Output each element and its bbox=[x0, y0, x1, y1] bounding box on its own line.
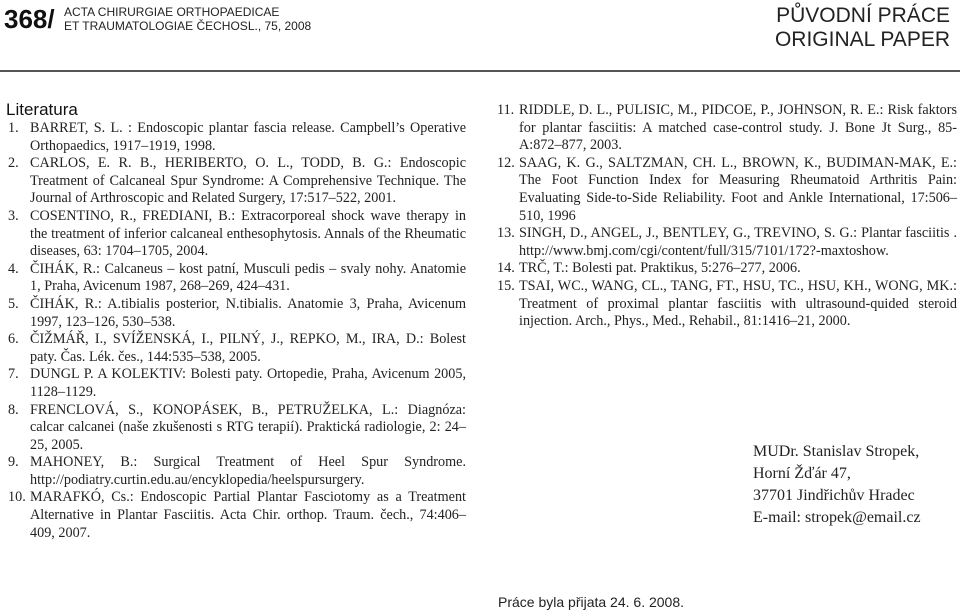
received-date: Práce byla přijata 24. 6. 2008. bbox=[498, 594, 685, 610]
reference-item bbox=[8, 402, 466, 455]
literature-heading: Literatura bbox=[6, 100, 78, 119]
reference-text: MAHONEY, B.: Surgical Treatment of Heel Spur Syndrome. http://podiatry.curtin.edu.au/encyklopedia/heelspursurgery. bbox=[30, 454, 466, 488]
reference-item bbox=[497, 155, 957, 225]
reference-number: 8. bbox=[8, 401, 19, 418]
reference-text: SINGH, D., ANGEL, J., BENTLEY, G., TREVINO, S. G.: Plantar fasciitis . http://www.bmj.com/cgi/content/full/315/7101/172?-maxtoshow. bbox=[519, 225, 957, 259]
reference-item bbox=[8, 208, 466, 261]
header-divider bbox=[0, 70, 960, 72]
reference-text: RIDDLE, D. L., PULISIC, M., PIDCOE, P., JOHNSON, R. E.: Risk faktors for plantar fasciitis: A matched case-control study. J. Bone Jt Surg., 85-A:872–877, 2003. bbox=[519, 102, 957, 154]
reference-item bbox=[8, 454, 466, 489]
reference-text: ČIHÁK, R.: Calcaneus – kost patní, Musculi pedis – svaly nohy. Anatomie 1, Praha, Avicenum 1987, 268–269, 424–431. bbox=[30, 260, 466, 295]
journal-title-line2: ET TRAUMATOLOGIAE ČECHOSL., 75, 2008 bbox=[64, 19, 312, 33]
page-number: 368/ bbox=[4, 4, 55, 34]
reference-number: 9. bbox=[8, 454, 19, 471]
reference-number: 13. bbox=[497, 225, 515, 242]
author-city: 37701 Jindřichův Hradec bbox=[753, 487, 915, 504]
reference-text: ČIHÁK, R.: A.tibialis posterior, N.tibialis. Anatomie 3, Praha, Avicenum 1997, 123–126, 530–538. bbox=[30, 295, 466, 330]
reference-item bbox=[8, 366, 466, 401]
reference-text: BARRET, S. L. : Endoscopic plantar fascia release. Campbell’s Operative Orthopaedics, 1917–1919, 1998. bbox=[30, 120, 466, 154]
reference-text: TSAI, WC., WANG, CL., TANG, FT., HSU, TC., HSU, KH., WONG, MK.: Treatment of proximal plantar fasciitis with ultrasound-quided steroid injection. Arch., Phys., Med., Rehabil., 81:1416–21, 2000. bbox=[519, 277, 957, 330]
reference-number: 2. bbox=[8, 155, 19, 172]
section-label-czech: PŮVODNÍ PRÁCE bbox=[776, 4, 950, 27]
reference-item bbox=[8, 296, 466, 331]
section-label-english: ORIGINAL PAPER bbox=[774, 28, 950, 51]
reference-item bbox=[497, 102, 957, 155]
author-name: MUDr. Stanislav Stropek, bbox=[753, 443, 920, 460]
reference-text: FRENCLOVÁ, S., KONOPÁSEK, B., PETRUŽELKA, L.: Diagnóza: calcar calcanei (naše zkušenosti s RTG terapií). Praktická radiologie, 2: 24–25, 2005. bbox=[30, 401, 466, 453]
journal-title bbox=[64, 5, 311, 33]
reference-text: COSENTINO, R., FREDIANI, B.: Extracorporeal shock wave therapy in the treatment of inferior calcaneal enthesophytosis. Annals of the Rheumatic diseases, 63: 1704–1705, 2004. bbox=[30, 207, 466, 260]
references-left-column bbox=[8, 120, 466, 542]
author-address bbox=[753, 441, 921, 529]
reference-number: 7. bbox=[8, 366, 19, 383]
reference-number: 15. bbox=[497, 277, 515, 294]
reference-text: SAAG, K. G., SALTZMAN, CH. L., BROWN, K., BUDIMAN-MAK, E.: The Foot Function Index for Measuring Rheumatoid Arthritis Pain: Evaluating Side-to-Side Reliability. Foot and Ankle International, 17:506–510, 1996 bbox=[519, 154, 957, 224]
reference-number: 11. bbox=[497, 102, 515, 118]
author-street: Horní Žďár 47, bbox=[753, 465, 851, 482]
page-header bbox=[0, 0, 960, 60]
reference-number: 6. bbox=[8, 331, 19, 348]
reference-text: TRČ, T.: Bolesti pat. Praktikus, 5:276–277, 2006. bbox=[519, 260, 801, 277]
references-right-column bbox=[497, 102, 957, 331]
reference-item bbox=[497, 225, 957, 260]
reference-item bbox=[497, 278, 957, 331]
reference-text: CARLOS, E. R. B., HERIBERTO, O. L., TODD, B. G.: Endoscopic Treatment of Calcaneal Spur Syndrome: A Comprehensive Technique. The Journal of Arthroscopic and Related Surgery, 17:517–522, 2001. bbox=[30, 155, 466, 207]
reference-number: 1. bbox=[8, 120, 19, 136]
reference-number: 3. bbox=[8, 207, 19, 224]
reference-number: 14. bbox=[497, 260, 515, 277]
reference-number: 10. bbox=[8, 489, 26, 506]
reference-item bbox=[8, 120, 466, 155]
reference-text: MARAFKÓ, Cs.: Endoscopic Partial Plantar Fasciotomy as a Treatment Alternative in Plantar Fasciitis. Acta Chir. orthop. Traum. čech., 74:406–409, 2007. bbox=[30, 489, 466, 541]
reference-text: ČIŽMÁŘ, I., SVÍŽENSKÁ, I., PILNÝ, J., REPKO, M., IRA, D.: Bolest paty. Čas. Lék. čes., 144:535–538, 2005. bbox=[30, 331, 466, 365]
reference-item bbox=[8, 489, 466, 542]
reference-item bbox=[497, 260, 957, 278]
reference-text: DUNGL P. A KOLEKTIV: Bolesti paty. Ortopedie, Praha, Avicenum 2005, 1128–1129. bbox=[30, 366, 466, 400]
reference-number: 5. bbox=[8, 295, 19, 312]
reference-number: 4. bbox=[8, 260, 19, 277]
section-label bbox=[775, 4, 950, 52]
author-email: E-mail: stropek@email.cz bbox=[753, 509, 921, 526]
reference-item bbox=[8, 331, 466, 366]
reference-item bbox=[8, 261, 466, 296]
reference-item bbox=[8, 155, 466, 208]
journal-title-line1: ACTA CHIRURGIAE ORTHOPAEDICAE bbox=[64, 5, 280, 19]
reference-number: 12. bbox=[497, 154, 515, 171]
